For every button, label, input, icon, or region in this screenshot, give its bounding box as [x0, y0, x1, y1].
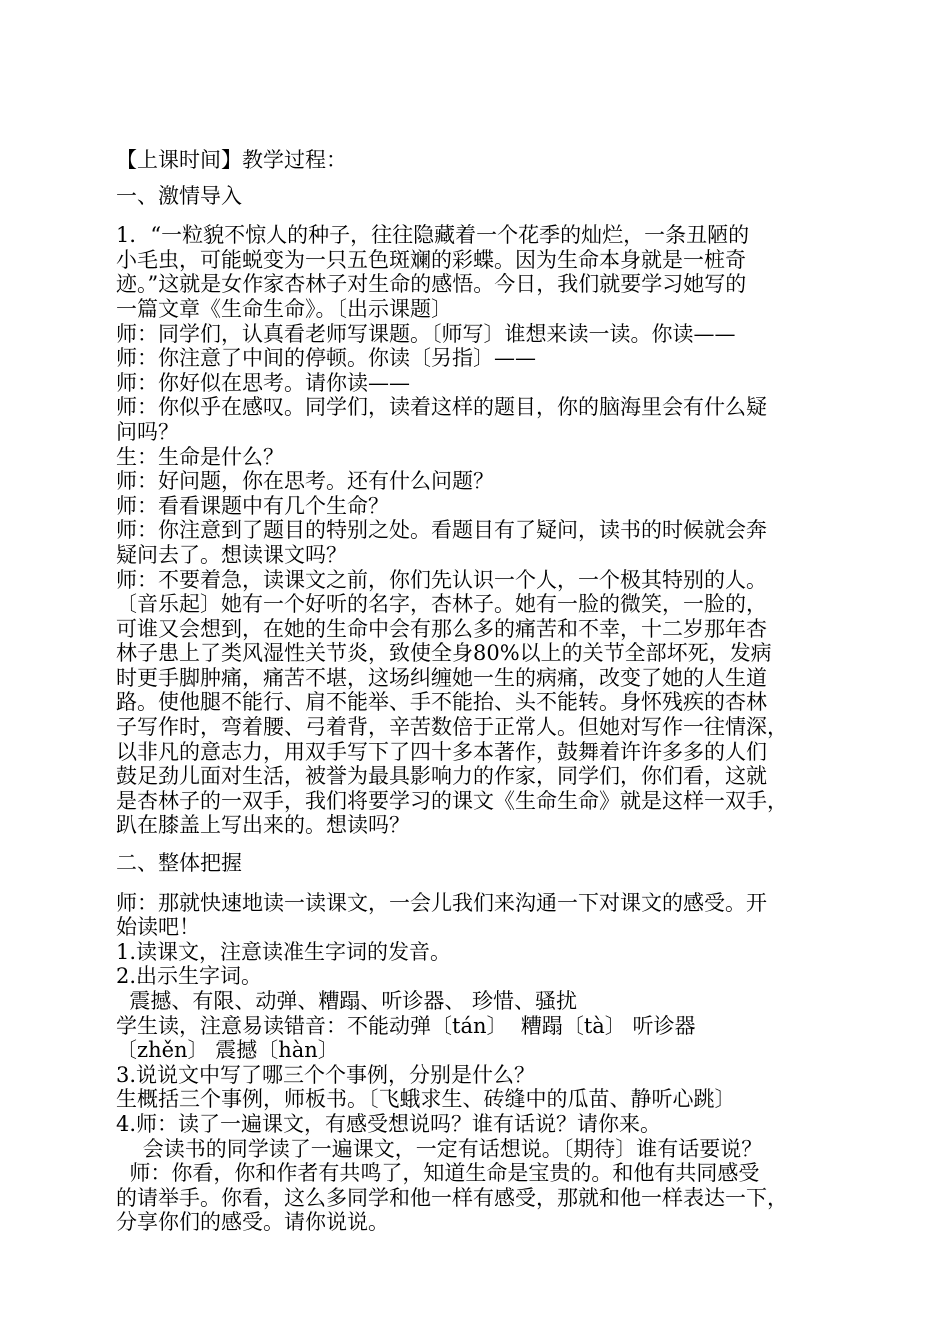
paragraph-line: 分享你们的感受。请你说说。	[116, 1210, 389, 1235]
paragraph-line: 时更手脚肿痛，痛苦不堪，这场纠缠她一生的病痛，改变了她的人生道	[116, 665, 767, 690]
paragraph-line: 师：你注意了中间的停顿。你读〔另指〕——	[116, 346, 536, 371]
section-intro-body	[116, 223, 864, 838]
paragraph-line: 以非凡的意志力，用双手写下了四十多本著作，鼓舞着许许多多的人们	[116, 739, 767, 764]
paragraph-line: 〔zhěn〕 震撼〔hàn〕	[116, 1038, 339, 1063]
vocabulary-line: 震撼、有限、动弹、糟蹋、听诊器、 珍惜、骚扰	[116, 989, 578, 1013]
paragraph-line: 师：好问题，你在思考。还有什么问题？	[116, 469, 494, 494]
paragraph-line: 生：生命是什么？	[116, 444, 284, 469]
paragraph-line: 可谁又会想到，在她的生命中会有那么多的痛苦和不幸，十二岁那年杏	[116, 616, 767, 641]
paragraph-line: 师：你看，你和作者有共鸣了，知道生命是宝贵的。和他有共同感受	[116, 1161, 760, 1186]
paragraph-line: 小毛虫，可能蜕变为一只五色斑斓的彩蝶。因为生命本身就是一桩奇	[116, 247, 746, 272]
paragraph-line: 1.读课文，注意读准生字词的发音。	[116, 939, 452, 964]
paragraph-line: 2.出示生字词。	[116, 964, 263, 989]
document-page	[116, 148, 864, 1235]
paragraph-line: 1．“一粒貌不惊人的种子，往往隐藏着一个花季的灿烂，一条丑陋的	[116, 223, 750, 248]
paragraph-line: 会读书的同学读了一遍课文，一定有话想说。〔期待〕谁有话要说？	[116, 1136, 763, 1161]
paragraph-line: 师：你好似在思考。请你读——	[116, 370, 410, 395]
paragraph-line: 路。使他腿不能行、肩不能举、手不能抬、头不能转。身怀残疾的杏林	[116, 690, 767, 715]
paragraph-line: 师：不要着急，读课文之前，你们先认识一个人，一个极其特别的人。	[116, 567, 767, 592]
paragraph-line: 林子患上了类风湿性关节炎，致使全身80%以上的关节全部坏死，发病	[116, 641, 772, 666]
section-heading-overview: 二、整体把握	[116, 851, 242, 876]
paragraph-line: 3.说说文中写了哪三个个事例，分别是什么？	[116, 1062, 536, 1087]
section-heading-intro: 一、激情导入	[116, 183, 242, 208]
paragraph-line: 师：那就快速地读一读课文，一会儿我们来沟通一下对课文的感受。开	[116, 890, 767, 915]
paragraph-line: 的请举手。你看，这么多同学和他一样有感受，那就和他一样表达一下，	[116, 1185, 788, 1210]
paragraph-line: 问吗？	[116, 419, 179, 444]
paragraph-line: 〔音乐起〕她有一个好听的名字，杏林子。她有一脸的微笑，一脸的，	[116, 592, 767, 617]
paragraph-line: 师：看看课题中有几个生命？	[116, 493, 389, 518]
paragraph-line: 师：同学们，认真看老师写课题。〔师写〕谁想来读一读。你读——	[116, 321, 736, 346]
paragraph-line: 始读吧！	[116, 915, 200, 940]
paragraph-line: 师：你注意到了题目的特别之处。看题目有了疑问，读书的时候就会奔	[116, 518, 767, 543]
paragraph-line: 是杏林子的一双手，我们将要学习的课文《生命生命》就是这样一双手，	[116, 788, 788, 813]
paragraph-line: 趴在膝盖上写出来的。想读吗？	[116, 813, 410, 838]
paragraph-line: 师：你似乎在感叹。同学们，读着这样的题目，你的脑海里会有什么疑	[116, 395, 767, 420]
section-header-class-time: 【上课时间】教学过程：	[116, 148, 347, 172]
paragraph-line: 生概括三个事例，师板书。〔飞蛾求生、砖缝中的瓜苗、静听心跳〕	[116, 1087, 736, 1112]
section-overview-body	[116, 891, 864, 1235]
paragraph-line: 一篇文章《生命生命》。〔出示课题〕	[116, 296, 452, 321]
paragraph-line: 疑问去了。想读课文吗？	[116, 542, 347, 567]
paragraph-line: 4.师：读了一遍课文，有感受想说吗？谁有话说？请你来。	[116, 1111, 662, 1136]
paragraph-line: 子写作时，弯着腰、弓着背，辛苦数倍于正常人。但她对写作一往情深，	[116, 715, 788, 740]
paragraph-line: 鼓足劲儿面对生活，被誉为最具影响力的作家，同学们，你们看，这就	[116, 764, 767, 789]
paragraph-line: 学生读，注意易读错音：不能动弹〔tán〕 糟蹋〔tà〕 听诊器	[116, 1013, 696, 1038]
paragraph-line: 迹。”这就是女作家杏林子对生命的感悟。今日，我们就要学习她写的	[116, 272, 747, 297]
